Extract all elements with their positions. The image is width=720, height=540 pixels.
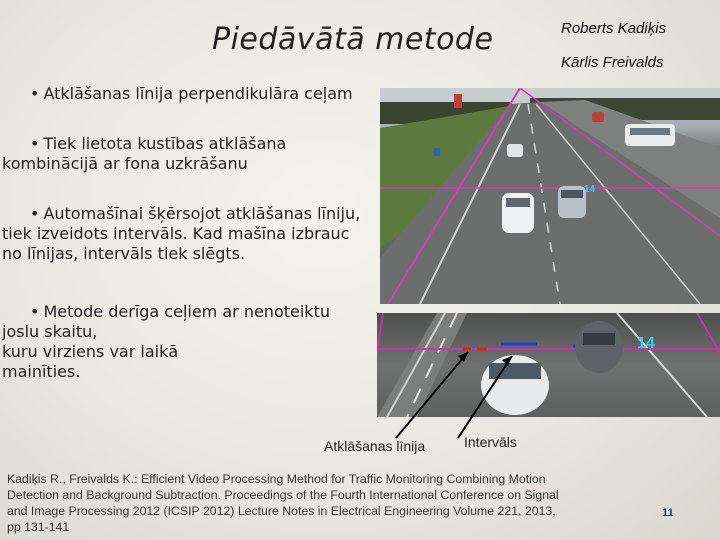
bullet-text: mainīties.	[2, 362, 81, 381]
bullet-icon: •	[30, 134, 40, 153]
bullet-icon: •	[30, 204, 40, 223]
reference-citation	[7, 471, 647, 535]
bullet-text: kombinācijā ar fona uzkrāšanu	[2, 154, 248, 173]
overlay-number: 14	[584, 184, 596, 195]
bullet-text: kuru virziens var laikā	[2, 342, 179, 361]
reference-line: Detection and Background Subtraction. Proceedings of the Fourth International Conference on Signal	[7, 488, 559, 502]
bullet-text: joslu skaitu,	[2, 322, 98, 341]
bullet-icon: •	[30, 302, 40, 321]
reference-line: and Image Processing 2012 (ICSIP 2012) Lecture Notes in Electrical Engineering Volume 221, 2013,	[7, 504, 556, 518]
interval-caption: Intervāls	[464, 434, 517, 450]
bullet-text: Tiek lietota kustības atklāšana	[43, 134, 287, 153]
author-name: Roberts Kadiķis	[561, 20, 667, 37]
slide-title: Piedāvātā metode	[212, 22, 494, 57]
bullet-text: tiek izveidots intervāls. Kad mašīna izbrauc	[2, 224, 350, 243]
bullet-text: Atklāšanas līnija perpendikulāra ceļam	[43, 84, 353, 103]
bullet-icon: •	[30, 84, 40, 103]
detection-line-caption: Atklāšanas līnija	[324, 438, 426, 454]
bullet-text: Metode derīga ceļiem ar nenoteiktu	[43, 302, 330, 321]
reference-line: Kadiķis R., Freivalds K.: Efficient Video Processing Method for Traffic Monitoring Combining Motion	[7, 472, 546, 486]
bullet-text: no līnijas, intervāls tiek slēgts.	[2, 244, 246, 263]
bullet-text: Automašīnai šķērsojot atklāšanas līniju,	[43, 204, 361, 223]
page-number: 11	[662, 507, 674, 519]
author-name: Kārlis Freivalds	[561, 54, 664, 71]
overlay-number: 14	[637, 335, 655, 352]
reference-line: pp 131-141	[7, 520, 70, 534]
